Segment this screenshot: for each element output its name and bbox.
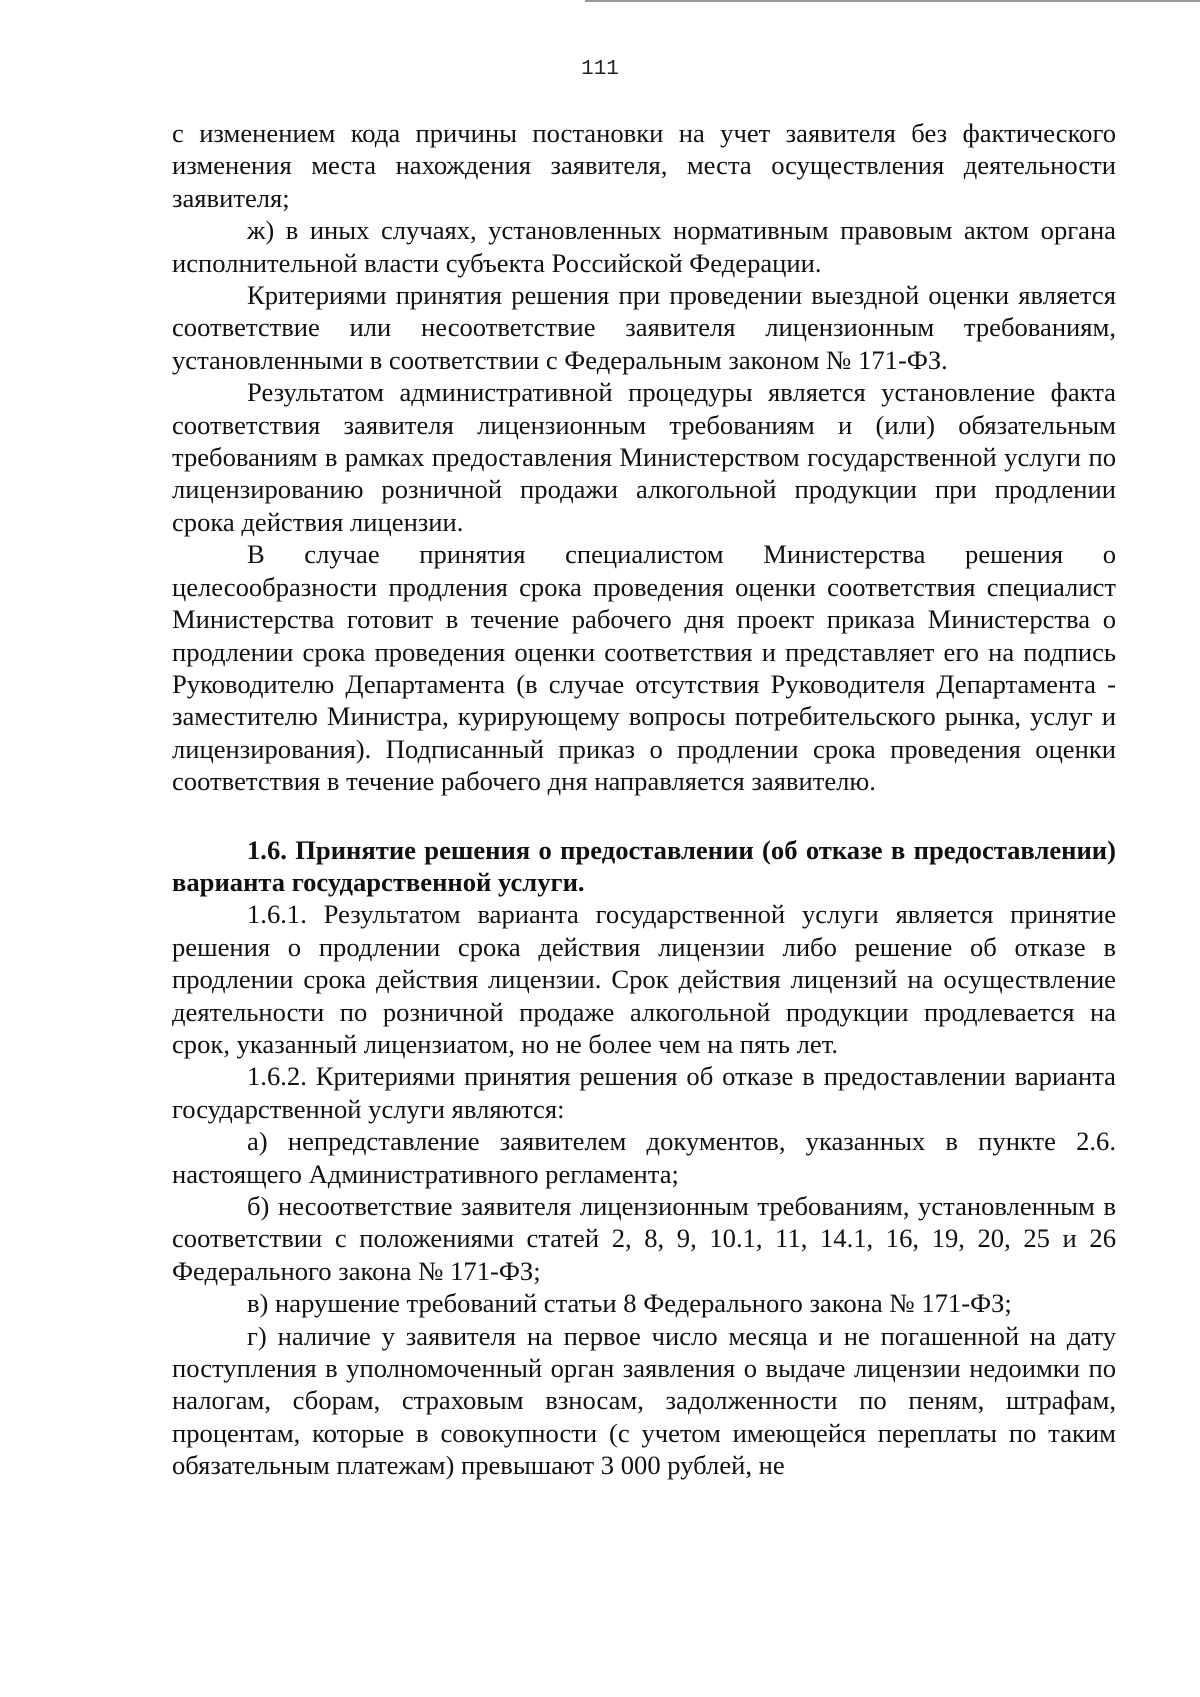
list-item-a: а) непредставление заявителем документов, указанных в пункте 2.6. настоящего Административного регламента; [172,1126,1116,1189]
paragraph-onsite-criteria: Критериями принятия решения при проведении выездной оценки является соответствие или несоответствие заявителя лицензионным требованиям, установленными в соответствии с Федеральным законом № 171-ФЗ. [172,280,1116,375]
list-item-v: в) нарушение требований статьи 8 Федерального закона № 171-ФЗ; [247,1288,1012,1319]
page-number: 111 [581,58,619,81]
paragraph-item-zh: ж) в иных случаях, установленных нормативным правовым актом органа исполнительной власти субъекта Российской Федерации. [172,215,1116,278]
paragraph-extension-case: В случае принятия специалистом Министерства решения о целесообразности продления срока проведения оценки соответствия специалист Министерства готовит в течение рабочего дня проект приказа Министерства о продлении срока проведения оценки соответствия и представляет его на подпись Руководителю Департамента (в случае отсутствия Руководителя Департамента - заместителю Министра, курирующему вопросы потребительского рынка, услуг и лицензирования). Подписанный приказ о продлении срока проведения оценки соответствия в течение рабочего дня направляется заявителю. [172,539,1116,797]
section-heading-1-6: 1.6. Принятие решения о предоставлении (об отказе в предоставлении) варианта государственной услуги. [172,834,1116,897]
paragraph-1-6-2: 1.6.2. Критериями принятия решения об отказе в предоставлении варианта государственной услуги являются: [172,1061,1116,1124]
paragraph-kpp-change: с изменением кода причины постановки на учет заявителя без фактического изменения места нахождения заявителя, места осуществления деятельности заявителя; [172,118,1116,213]
list-item-g: г) наличие у заявителя на первое число месяца и не погашенной на дату поступления в уполномоченный орган заявления о выдаче лицензии недоимки по налогам, сборам, страховым взносам, задолженности по пеням, штрафам, процентам, которые в совокупности (с учетом имеющейся переплаты по таким обязательным платежам) превышают 3 000 рублей, не [172,1320,1116,1481]
paragraph-1-6-1: 1.6.1. Результатом варианта государственной услуги является принятие решения о продлении срока действия лицензии либо решение об отказе в продлении срока действия лицензии. Срок действия лицензий на осуществление деятельности по розничной продаже алкогольной продукции продлевается на срок, указанный лицензиатом, но не более чем на пять лет. [172,899,1116,1059]
document-body [172,117,1116,1482]
paragraph-procedure-result: Результатом административной процедуры является установление факта соответствия заявителя лицензионным требованиям и (или) обязательным требованиям в рамках предоставления Министерством государственной услуги по лицензированию розничной продажи алкогольной продукции при продлении срока действия лицензии. [172,377,1116,537]
scan-edge-line [585,0,1200,2]
list-item-b: б) несоответствие заявителя лицензионным требованиям, установленным в соответствии с положениями статей 2, 8, 9, 10.1, 11, 14.1, 16, 19, 20, 25 и 26 Федерального закона № 171-ФЗ; [172,1191,1116,1286]
